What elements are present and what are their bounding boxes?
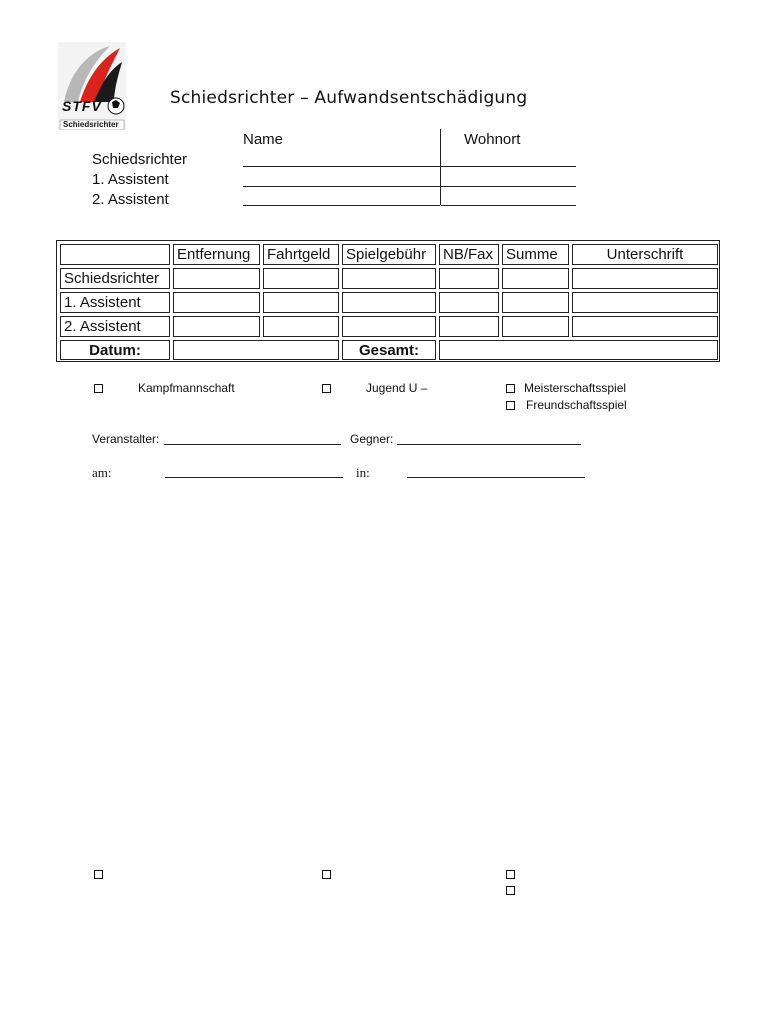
- veranstalter-field[interactable]: [164, 444, 341, 445]
- input-entfernung-assistant-2[interactable]: [173, 316, 260, 337]
- input-nbfax-assistant-1[interactable]: [439, 292, 499, 313]
- stfv-logo: [58, 42, 126, 130]
- input-spielgebuehr-assistant-1[interactable]: [342, 292, 436, 313]
- gegner-field[interactable]: [397, 444, 581, 445]
- name-column-header: Name: [243, 131, 284, 148]
- column-divider: [440, 129, 441, 205]
- checkbox-meisterschaftsspiel[interactable]: [506, 384, 515, 393]
- residence-field-referee[interactable]: [441, 166, 576, 167]
- checkbox-kampfmannschaft[interactable]: [94, 384, 103, 393]
- date-input[interactable]: [173, 340, 339, 360]
- input-entfernung-assistant-1[interactable]: [173, 292, 260, 313]
- checkbox-bottom-freundschaftsspiel[interactable]: [506, 886, 515, 895]
- residence-column-header: Wohnort: [464, 131, 521, 148]
- name-field-assistant-2[interactable]: [243, 205, 440, 206]
- input-summe-assistant-1[interactable]: [502, 292, 569, 313]
- total-label: Gesamt:: [342, 340, 436, 360]
- input-summe-referee[interactable]: [502, 268, 569, 289]
- checkbox-jugend[interactable]: [322, 384, 331, 393]
- input-fahrtgeld-referee[interactable]: [263, 268, 339, 289]
- cost-table: [56, 240, 720, 362]
- meisterschaftsspiel-label: Meisterschaftsspiel: [524, 381, 627, 395]
- in-label: in:: [356, 465, 370, 480]
- column-header-fahrtgeld: Fahrtgeld: [263, 244, 339, 265]
- name-field-assistant-1[interactable]: [243, 186, 440, 187]
- input-spielgebuehr-referee[interactable]: [342, 268, 436, 289]
- row-label-assistant-1: 1. Assistent: [60, 292, 170, 313]
- total-input[interactable]: [439, 340, 718, 360]
- input-summe-assistant-2[interactable]: [502, 316, 569, 337]
- input-fahrtgeld-assistant-2[interactable]: [263, 316, 339, 337]
- checkbox-bottom-jugend[interactable]: [322, 870, 331, 879]
- input-unterschrift-assistant-2[interactable]: [572, 316, 718, 337]
- input-spielgebuehr-assistant-2[interactable]: [342, 316, 436, 337]
- column-header-nbfax: NB/Fax: [439, 244, 499, 265]
- name-field-referee[interactable]: [243, 166, 440, 167]
- input-fahrtgeld-assistant-1[interactable]: [263, 292, 339, 313]
- veranstalter-label: Veranstalter:: [92, 432, 160, 446]
- official-label-assistant-1: 1. Assistent: [92, 171, 169, 188]
- logo-graphic: [58, 42, 126, 130]
- input-nbfax-assistant-2[interactable]: [439, 316, 499, 337]
- freundschaftsspiel-label: Freundschaftsspiel: [526, 398, 627, 412]
- in-field[interactable]: [407, 477, 585, 478]
- checkbox-freundschaftsspiel[interactable]: [506, 401, 515, 410]
- am-label: am:: [92, 465, 112, 480]
- date-label: Datum:: [60, 340, 170, 360]
- official-label-referee: Schiedsrichter: [92, 151, 188, 168]
- checkbox-bottom-meisterschaftsspiel[interactable]: [506, 870, 515, 879]
- row-label-referee: Schiedsrichter: [60, 268, 170, 289]
- residence-field-assistant-1[interactable]: [441, 186, 576, 187]
- corner-cell: [60, 244, 170, 265]
- input-unterschrift-referee[interactable]: [572, 268, 718, 289]
- kampfmannschaft-label: Kampfmannschaft: [138, 381, 235, 395]
- row-label-assistant-2: 2. Assistent: [60, 316, 170, 337]
- input-unterschrift-assistant-1[interactable]: [572, 292, 718, 313]
- am-field[interactable]: [165, 477, 343, 478]
- gegner-label: Gegner:: [350, 432, 394, 446]
- jugend-label: Jugend U –: [366, 381, 428, 395]
- logo-text: STFV: [62, 98, 102, 114]
- column-header-spielgebuehr: Spielgebühr: [342, 244, 436, 265]
- input-entfernung-referee[interactable]: [173, 268, 260, 289]
- input-nbfax-referee[interactable]: [439, 268, 499, 289]
- checkbox-bottom-kampfmannschaft[interactable]: [94, 870, 103, 879]
- column-header-unterschrift: Unterschrift: [572, 244, 718, 265]
- residence-field-assistant-2[interactable]: [441, 205, 576, 206]
- official-label-assistant-2: 2. Assistent: [92, 191, 169, 208]
- column-header-entfernung: Entfernung: [173, 244, 260, 265]
- column-header-summe: Summe: [502, 244, 569, 265]
- logo-caption: Schiedsrichter: [63, 120, 119, 129]
- page-title: Schiedsrichter – Aufwandsentschädigung: [170, 88, 528, 108]
